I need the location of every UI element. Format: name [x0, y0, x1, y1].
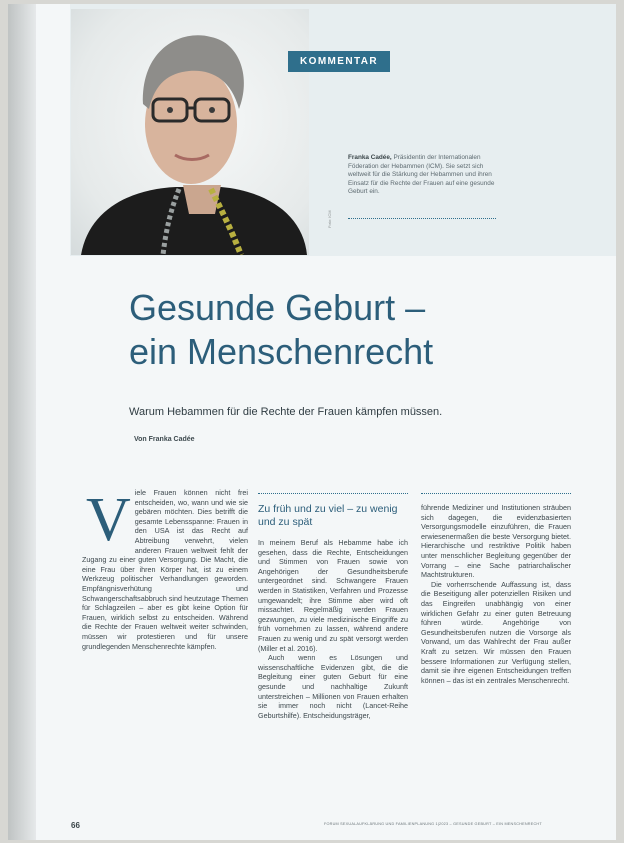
- title-line-2: ein Menschenrecht: [129, 331, 434, 372]
- paragraph: iele Frauen können nicht frei entscheiden, wo, wann und wie sie gebären möchten. Dies betrifft die gesamte Lebensspanne: Frauen in den USA ist das Recht auf Abtreibung verwehrt, vielen anderen Frauen weltweit fehlt der Zugang zu einer guten Versorgung. Die Macht, die eine Frau über ihren Körper hat, ist zu einem Werkzeug politischer Verhandlungen geworden. Empfängnisverhütung und Schwangerschaftsabbruch sind heutzutage Themen für Schlagzeilen – aber es gibt keine Option für Frauen, wirklich selbst zu entscheiden. Während die Rechte der Frauen weltweit weiter schwinden, müssen wir protestieren und für unsere grundlegenden Menschenrechte kämpfen.: [82, 488, 248, 651]
- title-line-1: Gesunde Geburt –: [129, 287, 426, 328]
- author-info: [348, 154, 496, 197]
- column-divider: [258, 493, 408, 494]
- footer-running-title: FORUM SEXUALAUFKLÄRUNG UND FAMILIENPLANUNG 1|2023 – GESUNDE GEBURT – EIN MENSCHENRECHT: [324, 822, 542, 826]
- byline: Von Franka Cadée: [134, 436, 195, 443]
- section-badge: KOMMENTAR: [288, 51, 390, 72]
- section-heading: Zu früh und zu viel – zu wenig und zu spät: [258, 503, 398, 528]
- paragraph: Auch wenn es Lösungen und wissenschaftliche Evidenzen gibt, die die Begleitung einer guten Geburt für eine gesunde und nachhaltige Zukunft unterstreichen – Millionen von Frauen erhalten sie immer noch nicht (Lancet-Reihe Geburtshilfe). Entscheidungsträger,: [258, 653, 408, 720]
- portrait-illustration: [71, 9, 309, 255]
- article-subtitle: Warum Hebammen für die Rechte der Frauen kämpfen müssen.: [129, 406, 443, 418]
- author-divider: [348, 218, 496, 219]
- column-divider: [421, 493, 571, 494]
- magazine-page: [8, 4, 616, 840]
- article-title: [129, 286, 549, 374]
- drop-cap: V: [86, 486, 131, 554]
- paragraph: Die vorherrschende Auffassung ist, dass die Beseitigung aller potenziellen Risiken und das Eingreifen unabhängig von einer wirklichen Gefahr zu einer guten Betreuung führen würde. Angehörige von Gesundheitsberufen nutzen die Vorsorge als Vorwand, um das Wahlrecht der Frau außer Kraft zu setzen. Wir müssen den Frauen bessere Informationen zur Verfügung stellen, damit sie ihre eigenen Entscheidungen treffen können – das ist ein zentrales Menschenrecht.: [421, 579, 571, 685]
- author-photo: [71, 9, 309, 255]
- paragraph: führende Mediziner und Institutionen sträuben sich dagegen, die evidenzbasierten Versorgungsmodelle einzuführen, die Frauen erwiesenermaßen die beste Versorgung bietet. Hierarchische und restriktive Politik haben unter menschlicher Begleitung gegenüber der Vorrang – eine Sache patriarchalischer Machtstrukturen.: [421, 503, 571, 580]
- paragraph: In meinem Beruf als Hebamme habe ich gesehen, dass die Rechte, Entscheidungen und Stimmen von Frauen sowie von Angehörigen der Gesundheitsberufe untergeordnet sind. Schwangere Frauen werden in Statistiken, Verfahren und Prozesse umgewandelt; ihre Stimme aber wird oft missachtet. Regelmäßig werden Frauen gezwungen, zu viele medizinische Eingriffe zu früh vornehmen zu lassen, während andere Frauen zu wenig und zu spät versorgt werden (Miller et al. 2016).: [258, 538, 408, 653]
- page-gutter: [8, 4, 36, 840]
- column-1: [82, 488, 248, 651]
- author-name: Franka Cadée,: [348, 154, 392, 161]
- column-2: [258, 503, 408, 720]
- column-3: [421, 503, 571, 685]
- author-bio: Präsidentin der Internationalen Föderation der Hebammen (ICM). Sie setzt sich weltweit für die Stärkung der Hebammen und ihren Einsatz für die Rechte der Frauen auf eine gesunde Geburt ein.: [348, 154, 495, 196]
- photo-credit: Foto: ICM: [327, 210, 332, 228]
- page-number: 66: [71, 821, 80, 830]
